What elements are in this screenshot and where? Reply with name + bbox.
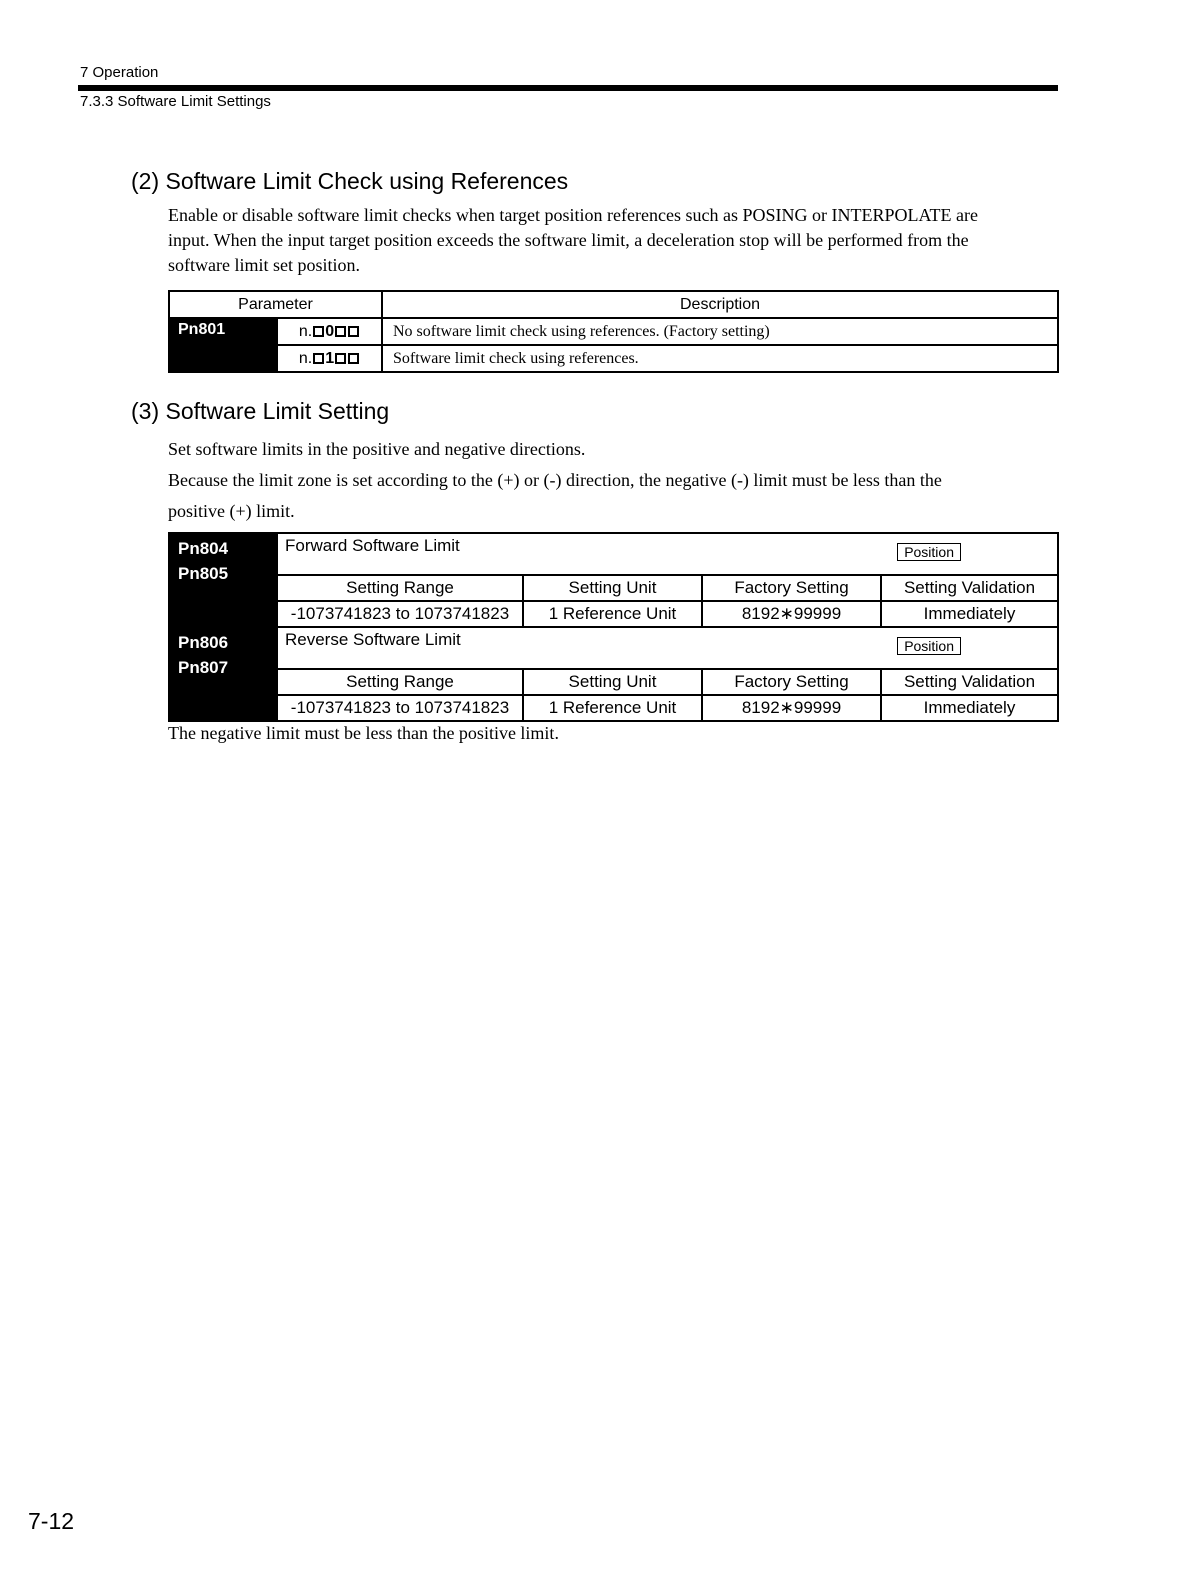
- section2-heading: (2) Software Limit Check using References: [131, 168, 569, 194]
- param-pn804-805: Pn804 Pn805: [169, 533, 277, 627]
- value-setting-range: -1073741823 to 1073741823: [277, 601, 523, 627]
- param-pn806-807: Pn806 Pn807: [169, 627, 277, 721]
- chapter-label: 7 Operation: [80, 64, 159, 81]
- header-rule: [78, 85, 1058, 91]
- section3-line3: positive (+) limit.: [168, 501, 295, 521]
- header-setting-range: Setting Range: [277, 575, 523, 601]
- section2-paragraph: [168, 203, 978, 278]
- setting-description: No software limit check using references. (Factory setting): [382, 318, 1058, 345]
- header-factory-setting: Factory Setting: [702, 575, 881, 601]
- section-label: 7.3.3 Software Limit Settings: [80, 93, 271, 110]
- section2-line2: input. When the input target position exceeds the software limit, a deceleration stop will be performed from the: [168, 230, 969, 250]
- value-factory-setting: 8192∗99999: [702, 601, 881, 627]
- value-setting-range: -1073741823 to 1073741823: [277, 695, 523, 721]
- header-setting-unit: Setting Unit: [523, 669, 702, 695]
- setting-description: Software limit check using references.: [382, 345, 1058, 372]
- param-title: Reverse Software Limit Position: [277, 627, 1058, 669]
- section3-heading: (3) Software Limit Setting: [131, 398, 390, 424]
- position-badge: Position: [897, 637, 961, 655]
- setting-code: n. 0: [277, 318, 382, 345]
- col-description: Description: [382, 291, 1058, 318]
- value-setting-unit: 1 Reference Unit: [523, 601, 702, 627]
- section3-line2: Because the limit zone is set according to the (+) or (-) direction, the negative (-) limit must be less than the: [168, 470, 942, 490]
- software-limit-table: [168, 532, 1059, 722]
- section2-line3: software limit set position.: [168, 255, 360, 275]
- section2-line1: Enable or disable software limit checks when target position references such as POSING or INTERPOLATE are: [168, 205, 978, 225]
- position-badge: Position: [897, 543, 961, 561]
- setting-code: n. 1: [277, 345, 382, 372]
- page-number: 7-12: [28, 1508, 75, 1534]
- value-factory-setting: 8192∗99999: [702, 695, 881, 721]
- limit-note: The negative limit must be less than the positive limit.: [168, 723, 559, 743]
- header-factory-setting: Factory Setting: [702, 669, 881, 695]
- param-title: Forward Software Limit Position: [277, 533, 1058, 575]
- value-setting-unit: 1 Reference Unit: [523, 695, 702, 721]
- header-setting-unit: Setting Unit: [523, 575, 702, 601]
- section3-paragraph: [168, 434, 942, 527]
- header-setting-range: Setting Range: [277, 669, 523, 695]
- value-setting-validation: Immediately: [881, 695, 1058, 721]
- pn801-table: [168, 290, 1059, 373]
- param-pn801: Pn801: [169, 318, 277, 372]
- header-setting-validation: Setting Validation: [881, 575, 1058, 601]
- section3-line1: Set software limits in the positive and negative directions.: [168, 439, 586, 459]
- value-setting-validation: Immediately: [881, 601, 1058, 627]
- col-parameter: Parameter: [169, 291, 382, 318]
- header-setting-validation: Setting Validation: [881, 669, 1058, 695]
